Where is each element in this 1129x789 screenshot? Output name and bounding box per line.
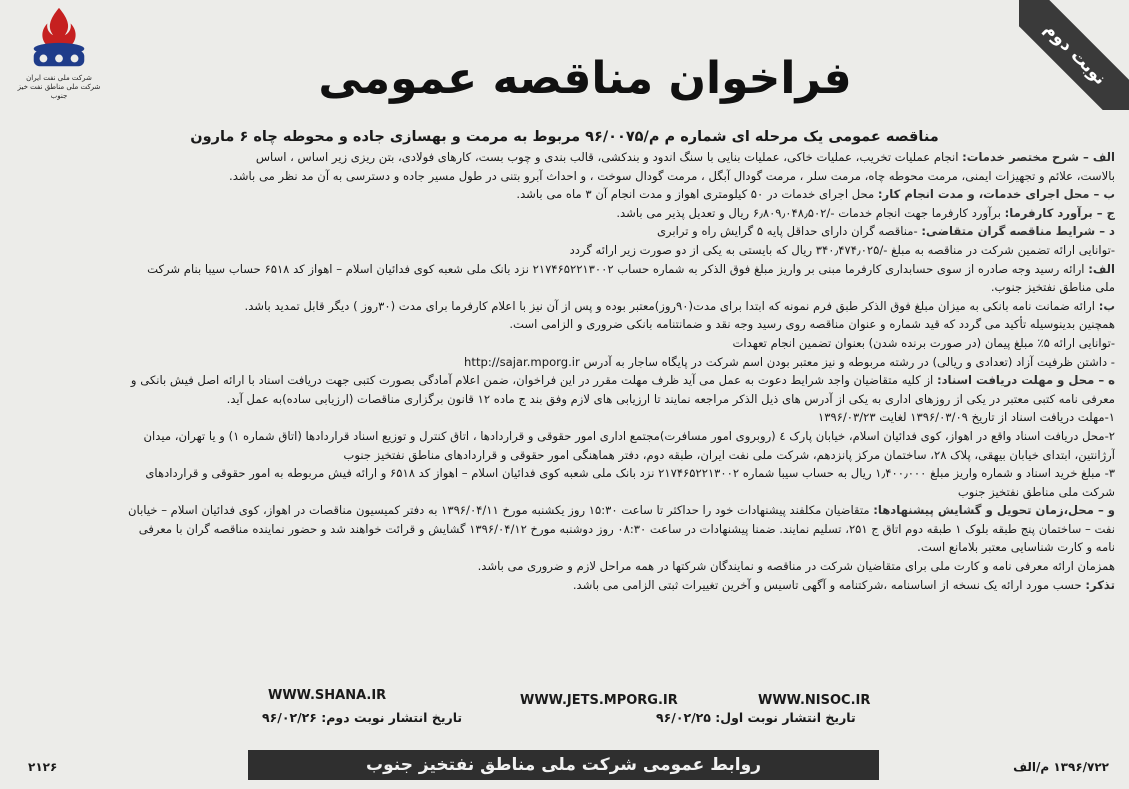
notice-line	[14, 501, 1115, 520]
pub-date-first: تاریخ انتشار نوبت اول: ۹۶/۰۲/۲۵	[656, 710, 856, 725]
notice-line	[14, 464, 1115, 483]
notice-line	[14, 483, 1115, 502]
notice-line	[14, 222, 1115, 241]
line-text: -مناقصه گران دارای حداقل پایه ۵ گرایش راه و ترابری	[656, 224, 918, 239]
ad-reference: ۱۳۹۶/۷۲۲ م/الف	[1013, 760, 1109, 774]
flame-logo-icon	[20, 4, 98, 74]
corner-ribbon	[1019, 0, 1129, 110]
line-text: نامه و کارت شناسایی معتبر بلامانع است.	[917, 540, 1115, 555]
notice-line	[14, 185, 1115, 204]
site-shana[interactable]: WWW.SHANA.IR	[268, 688, 387, 703]
section-label: تذکر:	[1085, 577, 1115, 592]
line-text: حسب مورد ارائه یک نسخه از اساسنامه ،شرکتنامه و آگهی تاسیس و آخرین تغییرات ثبتی الزامی می باشد.	[572, 577, 1082, 592]
line-text: از کلیه متقاضیان واجد شرایط دعوت به عمل می آید ظرف مهلت مقرر در این فراخوان، ضمن اعلام آمادگی بصورت کتبی جهت دریافت اسناد با ارائه اصل فیش بانکی و	[130, 373, 934, 388]
section-label: ج – برآورد کارفرما:	[1004, 205, 1115, 220]
site-jets[interactable]: WWW.JETS.MPORG.IR	[520, 693, 678, 708]
notice-line	[14, 427, 1115, 446]
line-text: ۳- مبلغ خرید اسناد و شماره واریز مبلغ ۱٫۴۰۰٫۰۰۰ ریال به حساب سیبا شماره ۲۱۷۴۶۵۲۲۱۳۰۰۲ نزد بانک ملی شعبه کوی فدائیان اسلام – اهواز کد ۶۵۱۸ و ارائه فیش مربوطه به امور حقوقی و قراردادهای	[145, 466, 1115, 481]
notice-line	[14, 353, 1115, 372]
notice-line	[14, 334, 1115, 353]
company-logo	[8, 4, 110, 108]
public-relations-bar: روابط عمومی شرکت ملی مناطق نفتخیز جنوب	[248, 750, 879, 780]
line-text: آرژانتین، ابتدای خیابان بیهقی، پلاک ۲۸، ساختمان مرکز پانزدهم، شرکت ملی نفت ایران، طبقه دوم، دفتر هماهنگی امور حقوقی و قراردادهای مناطق نفتخیز جنوب	[343, 447, 1115, 462]
notice-line	[14, 520, 1115, 539]
notice-line	[14, 278, 1115, 297]
line-text: ارائه ضمانت نامه بانکی به میزان مبلغ فوق الذکر طبق فرم نمونه که ابتدا برای مدت(۹۰روز)معتبر بوده و پس از آن نیز با اعلام کارفرما برای مدت (۳۰روز ) دیگر قابل تمدید باشد.	[244, 298, 1096, 313]
line-text: متقاضیان مکلفند پیشنهادات خود را حداکثر تا ساعت ۱۵:۳۰ روز یکشنبه مورخ ۱۳۹۶/۰۴/۱۱ به دفتر کمیسیون مناقصات در اهواز، کوی فدائیان اسلام – خیابان	[128, 503, 870, 518]
line-text: انجام عملیات تخریب، عملیات خاکی، عملیات بنایی با سنگ اندود و بندکشی، قالب بندی و چوب بست، کارهای فولادی، بتن ریزی زیر اساس ، اساس	[255, 150, 959, 164]
ad-code: ۲۱۲۶	[28, 760, 58, 774]
section-label: ب – محل اجرای خدمات، و مدت انجام کار:	[877, 187, 1115, 202]
round-label: نوبت دوم	[1019, 0, 1129, 110]
line-text: همزمان ارائه معرفی نامه و کارت ملی برای متقاضیان شرکت در مناقصه و نمایندگان شرکتها در همه مراحل لازم و ضروری می باشد.	[477, 559, 1115, 574]
section-label: د – شرایط مناقصه گران متقاضی:	[921, 224, 1115, 239]
section-label: ب:	[1098, 298, 1115, 313]
line-text: ۱-مهلت دریافت اسناد از تاریخ ۱۳۹۶/۰۳/۰۹ لغایت ۱۳۹۶/۰۳/۲۳	[817, 410, 1115, 425]
line-text: همچنین بدینوسیله تأکید می گردد که قید شماره و عنوان مناقصه روی رسید وجه نقد و ضمانتنامه بانکی ضروری و الزامی است.	[509, 317, 1115, 332]
notice-body	[14, 126, 1115, 594]
notice-line	[14, 167, 1115, 186]
line-text: -توانایی ارائه تضمین شرکت در مناقصه به مبلغ -/۳۴۰٫۴۷۴٫۰۲۵ ریال که بایستی به یکی از دو صورت زیر ارائه گردد	[569, 242, 1115, 257]
notice-line	[14, 241, 1115, 260]
line-text: بالاست، علائم و تجهیزات ایمنی، مرمت محوطه چاه، مرمت سلر ، مرمت گودال آبگل ، مرمت گودال سوخت ، و احداث آبرو بتنی در طول مسیر جاده و دسترسی به آن مد نظر می باشد.	[229, 168, 1115, 183]
line-text: - داشتن ظرفیت آزاد (تعدادی و ریالی) در رشته مربوطه و نیز معتبر بودن اسم شرکت در پایگاه ساجار به آدرس http://sajar.mporg.ir	[464, 354, 1115, 369]
logo-caption-2: شرکت ملی مناطق نفت خیز جنوب	[17, 83, 101, 100]
line-text: برآورد کارفرما جهت انجام خدمات -/۶٫۸۰۹٫۰۴۸٫۵۰۲ ریال و تعدیل پذیر می باشد.	[616, 205, 1001, 220]
notice-line	[14, 390, 1115, 409]
section-label: الف – شرح مختصر خدمات:	[962, 150, 1115, 164]
notice-line	[14, 557, 1115, 576]
notice-line	[14, 204, 1115, 223]
notice-line	[14, 315, 1115, 334]
notice-line	[14, 408, 1115, 427]
section-label: ه – محل و مهلت دریافت اسناد:	[936, 373, 1115, 388]
pub-date-second: تاریخ انتشار نوبت دوم: ۹۶/۰۲/۲۶	[262, 710, 463, 725]
line-text: نفت – ساختمان پنج طبقه بلوک ۱ طبقه دوم اتاق ج ۲۵۱، تسلیم نمایند. ضمنا پیشنهادات در ساعت ۰۸:۳۰ روز دوشنبه مورخ ۱۳۹۶/۰۴/۱۲ گشایش و قرائت خواهند شد و حضور نماینده مناقصه گران با معرفی	[138, 521, 1115, 536]
site-nisoc[interactable]: WWW.NISOC.IR	[758, 693, 871, 708]
line-text: معرفی نامه کتبی معتبر در یکی از روزهای اداری به یکی از آدرس های ذیل الذکر مراجعه نمایند تا ارزیابی های لازم وفق بند ج ماده ۱۲ قانون برگزاری مناقصات (ارزیابی ساده)به عمل آید.	[226, 391, 1115, 406]
line-text: محل اجرای خدمات در ۵۰ کیلومتری اهواز و مدت انجام آن ۳ ماه می باشد.	[516, 187, 875, 202]
page-title: فراخوان مناقصه عمومی	[318, 52, 852, 104]
notice-line	[14, 576, 1115, 595]
tender-subtitle: مناقصه عمومی یک مرحله ای شماره م م/۹۶/۰۰۷۵ مربوط به مرمت و بهسازی جاده و محوطه چاه ۶ مارون	[190, 129, 939, 145]
notice-lines	[14, 148, 1115, 594]
notice-line	[14, 446, 1115, 465]
line-text: ارائه رسید وجه صادره از سوی حسابداری کارفرما مبنی بر واریز مبلغ فوق الذکر به شماره حساب ۲۱۷۴۶۵۲۲۱۳۰۰۲ نزد بانک ملی شعبه کوی فدائیان اسلام – اهواز کد ۶۵۱۸ حساب سیبا بنام شرکت	[147, 261, 1085, 276]
line-text: شرکت ملی مناطق نفتخیز جنوب	[957, 484, 1115, 499]
section-label: الف:	[1088, 261, 1115, 276]
notice-line	[14, 371, 1115, 390]
line-text: -توانایی ارائه ۵٪ مبلغ پیمان (در صورت برنده شدن) بعنوان تضمین انجام تعهدات	[732, 335, 1115, 350]
line-text: ملی مناطق نفتخیز جنوب.	[990, 280, 1115, 295]
line-text: ۲-محل دریافت اسناد واقع در اهواز، کوی فدائیان اسلام، خیابان پارک ٤ (روبروی امور مسافرت)مجتمع اداری امور حقوقی و قراردادها ، اتاق کنترل و توزیع اسناد قراردادها (اتاق شماره ۱) و یا تهران، میدان	[143, 428, 1115, 443]
section-label: و – محل،زمان تحویل و گشایش پیشنهادها:	[873, 503, 1115, 518]
notice-line	[14, 297, 1115, 316]
notice-line	[14, 260, 1115, 279]
logo-caption-1: شرکت ملی نفت ایران	[26, 74, 92, 82]
website-row	[0, 684, 1129, 728]
notice-line	[14, 148, 1115, 167]
notice-line	[14, 538, 1115, 557]
title-banner	[300, 40, 870, 116]
